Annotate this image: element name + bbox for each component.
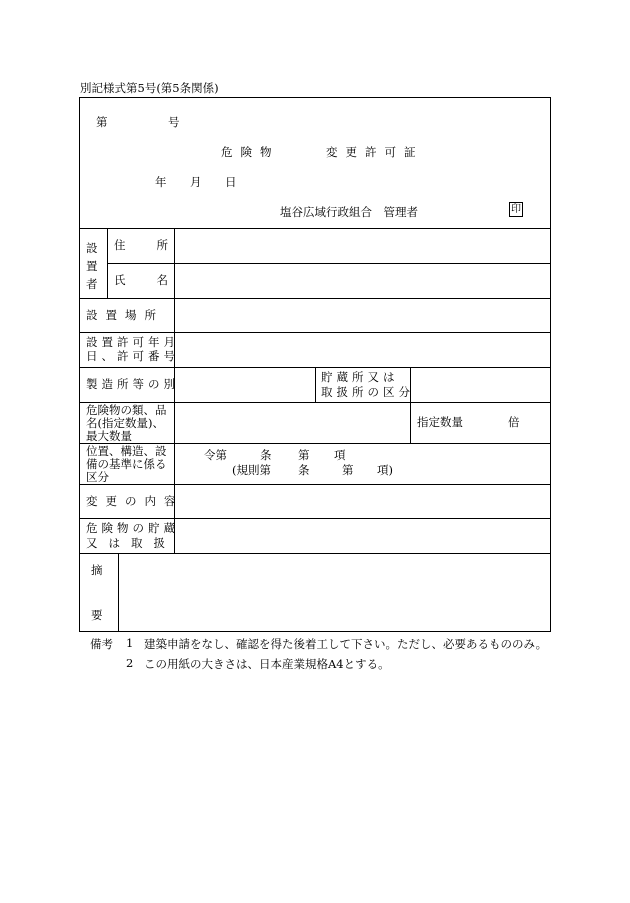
address-text: 住 所 xyxy=(114,238,168,252)
seal-stamp: 印 xyxy=(511,204,521,215)
date-day: 日 xyxy=(225,175,237,189)
divider xyxy=(80,332,550,333)
order-rei: 令第 xyxy=(204,448,227,462)
divider xyxy=(80,228,550,229)
note1-text: 建築申請をなし、確認を得た後着工して下さい。ただし、必要あるもののみ。 xyxy=(144,637,548,651)
issuer: 塩谷広域行政組合 管理者 xyxy=(280,205,418,219)
summary-bottom: 要 xyxy=(91,608,103,622)
standards-line2: 備の基準に係る xyxy=(86,457,167,471)
facility-type-label: 製造所等の別 xyxy=(86,377,179,391)
certificate-title-left: 危険物 xyxy=(221,145,280,159)
notes-label: 備考 xyxy=(90,637,113,651)
divider xyxy=(80,553,550,554)
date-year: 年 xyxy=(155,175,167,189)
divider xyxy=(410,402,411,443)
rule-dai: 第 xyxy=(342,463,354,477)
installer-label: 設置者 xyxy=(86,241,98,291)
rule-open: (規則第 xyxy=(232,463,271,477)
note2-text: この用紙の大きさは、日本産業規格A4とする。 xyxy=(144,657,390,671)
order-jou: 条 xyxy=(260,448,272,462)
summary-top: 摘 xyxy=(91,563,103,577)
times-label: 倍 xyxy=(508,415,520,429)
hazmat-line1: 危険物の類、品 xyxy=(86,403,167,417)
form-label: 別記様式第5号(第5条関係) xyxy=(80,81,219,95)
note1-number: 1 xyxy=(126,636,134,650)
storage-line1: 貯蔵所又は xyxy=(321,370,399,384)
permit-date-line2: 日、許可番号 xyxy=(86,349,179,363)
number-go: 号 xyxy=(168,115,180,129)
divider xyxy=(118,553,119,631)
standards-line1: 位置、構造、設 xyxy=(86,444,167,458)
name-text: 氏 名 xyxy=(114,273,168,287)
hazmat-line3: 最大数量 xyxy=(86,429,132,443)
order-dai: 第 xyxy=(298,448,310,462)
order-kou: 項 xyxy=(334,448,346,462)
certificate-title-right: 変更許可証 xyxy=(326,145,424,159)
note2-number: 2 xyxy=(126,656,134,670)
divider xyxy=(80,484,550,485)
change-content-label: 変更の内容 xyxy=(86,494,184,508)
designated-qty-label: 指定数量 xyxy=(417,415,463,429)
handling-line1: 危険物の貯蔵 xyxy=(86,521,179,535)
certificate-form xyxy=(79,97,551,632)
rule-kou: 項) xyxy=(377,463,393,477)
date-month: 月 xyxy=(190,175,202,189)
rule-jou: 条 xyxy=(298,463,310,477)
hazmat-line2: 名(指定数量)、 xyxy=(86,416,164,430)
divider xyxy=(80,298,550,299)
storage-line2: 取扱所の区分 xyxy=(321,385,414,399)
divider xyxy=(107,228,108,298)
number-dai: 第 xyxy=(96,115,108,129)
standards-line3: 区分 xyxy=(86,470,109,484)
permit-date-line1: 設置許可年月 xyxy=(86,335,179,349)
handling-line2: 又は取扱 xyxy=(86,536,176,550)
address-label xyxy=(114,239,168,252)
divider xyxy=(315,367,316,402)
location-label: 設置場所 xyxy=(86,308,164,322)
divider xyxy=(80,518,550,519)
name-label xyxy=(114,274,168,287)
